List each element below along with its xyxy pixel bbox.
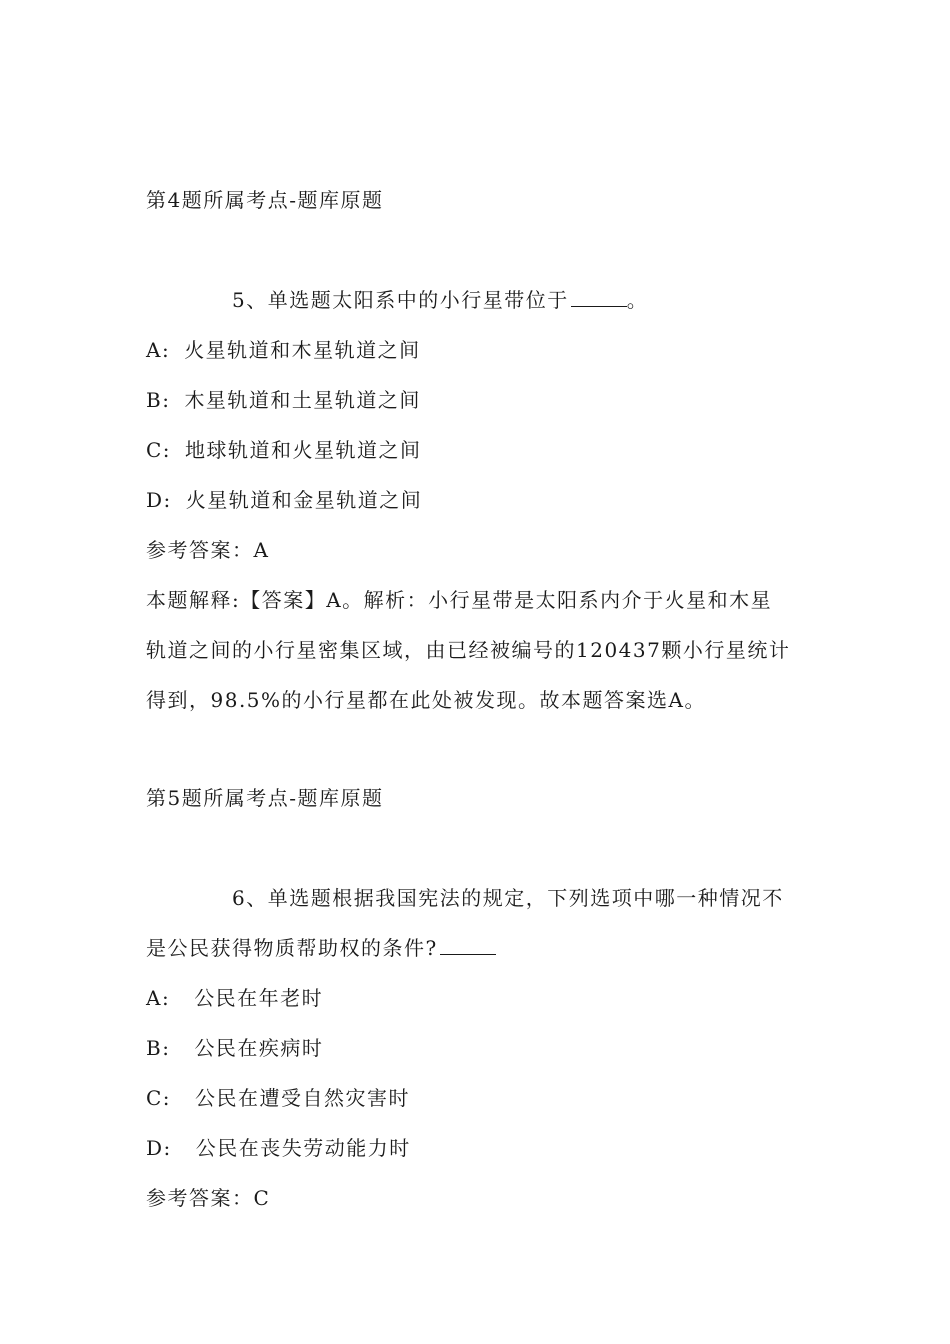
q5-explanation-line-1: 本题解释:【答案】A。解析：小行星带是太阳系内介于火星和木星 <box>146 588 773 612</box>
q5-option-a-letter: A: <box>146 338 171 362</box>
q5-option-d-letter: D: <box>146 488 172 512</box>
q6-option-b-letter: B: <box>146 1036 171 1060</box>
q5-stem <box>232 286 648 314</box>
q5-stem-text: 5、单选题太阳系中的小行星带位于 <box>232 288 569 312</box>
q5-option-c <box>146 436 422 464</box>
q6-option-a <box>146 984 323 1012</box>
q5-answer: 参考答案：A <box>146 538 270 562</box>
q5-option-a-text: 火星轨道和木星轨道之间 <box>184 338 421 362</box>
q5-option-a <box>146 336 421 364</box>
q5-option-d <box>146 486 422 514</box>
q5-stem-end: 。 <box>626 288 649 312</box>
q6-option-c-letter: C: <box>146 1086 172 1110</box>
q6-stem-line-2-text: 是公民获得物质帮助权的条件? <box>146 936 438 960</box>
q6-option-d-text: 公民在丧失劳动能力时 <box>195 1136 411 1160</box>
q6-stem-line-1: 6、单选题根据我国宪法的规定，下列选项中哪一种情况不 <box>232 886 784 910</box>
q5-option-b <box>146 386 421 414</box>
q6-option-b-text: 公民在疾病时 <box>194 1036 324 1060</box>
q4-topic-line: 第4题所属考点-题库原题 <box>146 188 384 212</box>
q6-option-a-text: 公民在年老时 <box>194 986 324 1010</box>
q5-answer-blank <box>571 288 627 307</box>
q6-stem-line-2 <box>146 934 496 962</box>
q6-option-c <box>146 1084 410 1112</box>
q6-option-c-text: 公民在遭受自然灾害时 <box>195 1086 411 1110</box>
q5-option-c-letter: C: <box>146 438 172 462</box>
q6-answer: 参考答案：C <box>146 1186 271 1210</box>
q5-option-d-text: 火星轨道和金星轨道之间 <box>185 488 423 512</box>
q5-option-b-text: 木星轨道和土星轨道之间 <box>184 388 421 412</box>
q5-topic-line: 第5题所属考点-题库原题 <box>146 786 384 810</box>
q5-option-c-text: 地球轨道和火星轨道之间 <box>185 438 422 462</box>
q6-option-a-letter: A: <box>146 986 171 1010</box>
q5-option-b-letter: B: <box>146 388 171 412</box>
q6-answer-blank <box>440 936 496 955</box>
q5-explanation-line-2: 轨道之间的小行星密集区域，由已经被编号的120437颗小行星统计 <box>146 638 791 662</box>
q6-option-b <box>146 1034 323 1062</box>
q6-option-d <box>146 1134 411 1162</box>
q6-option-d-letter: D: <box>146 1136 172 1160</box>
q5-explanation-line-3: 得到，98.5%的小行星都在此处被发现。故本题答案选A。 <box>146 688 706 712</box>
